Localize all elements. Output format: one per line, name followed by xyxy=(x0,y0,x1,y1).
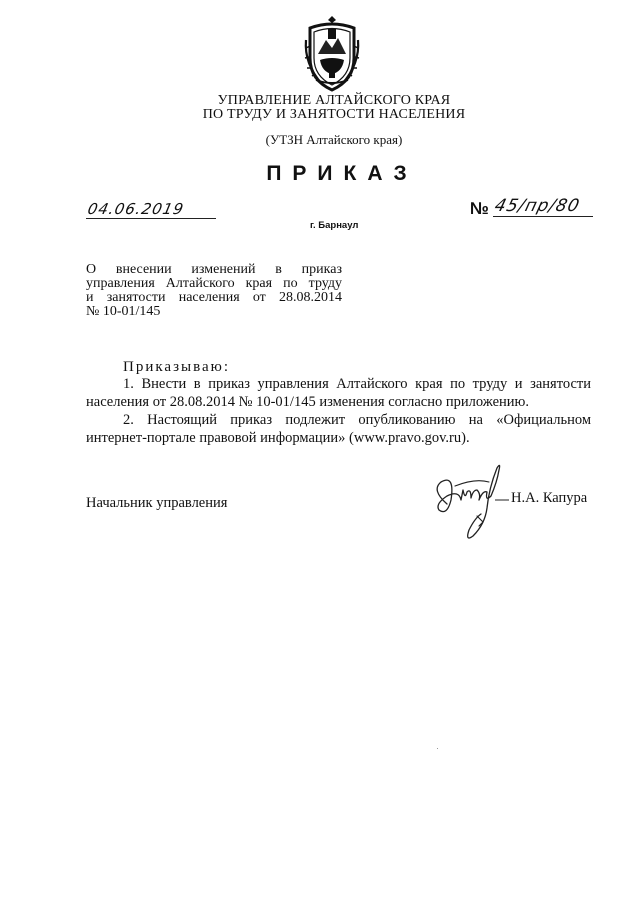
document-number: 45/пр/80 xyxy=(492,196,583,216)
org-abbreviation: (УТЗН Алтайского края) xyxy=(265,132,403,147)
order-item: 1. Внести в приказ управления Алтайского края по труду и занятости населения от 28.08.2014 № 10-01/145 изменения согласно приложению. xyxy=(86,376,591,410)
order-body xyxy=(86,375,591,447)
document-title: ПРИКАЗ xyxy=(266,162,418,185)
document-date: 04.06.2019 xyxy=(86,200,186,218)
coat-of-arms-icon xyxy=(302,14,362,92)
org-name-line-2: ПО ТРУДУ И ЗАНЯТОСТИ НАСЕЛЕНИЯ xyxy=(202,107,466,122)
org-name-line-1: УПРАВЛЕНИЕ АЛТАЙСКОГО КРАЯ xyxy=(217,93,451,108)
scan-speck xyxy=(437,748,438,749)
subject-line: и занятости населения от 28.08.2014 xyxy=(86,290,342,305)
handwritten-signature-icon xyxy=(425,460,525,542)
number-underline xyxy=(493,216,593,217)
document-city: г. Барнаул xyxy=(310,220,359,231)
order-item: 2. Настоящий приказ подлежит опубликованию на «Официальном интернет-портале правовой информации» (www.pravo.gov.ru). xyxy=(86,412,591,446)
number-sign: № xyxy=(470,199,489,218)
order-subject xyxy=(86,263,342,319)
signer-name: Н.А. Капура xyxy=(511,490,588,506)
signer-position: Начальник управления xyxy=(86,495,228,511)
date-underline xyxy=(86,218,216,219)
subject-line: управления Алтайского края по труду xyxy=(86,276,342,291)
subject-line: О внесении изменений в приказ xyxy=(86,262,342,277)
order-word: Приказываю: xyxy=(123,359,230,375)
subject-line: № 10-01/145 xyxy=(86,304,161,319)
